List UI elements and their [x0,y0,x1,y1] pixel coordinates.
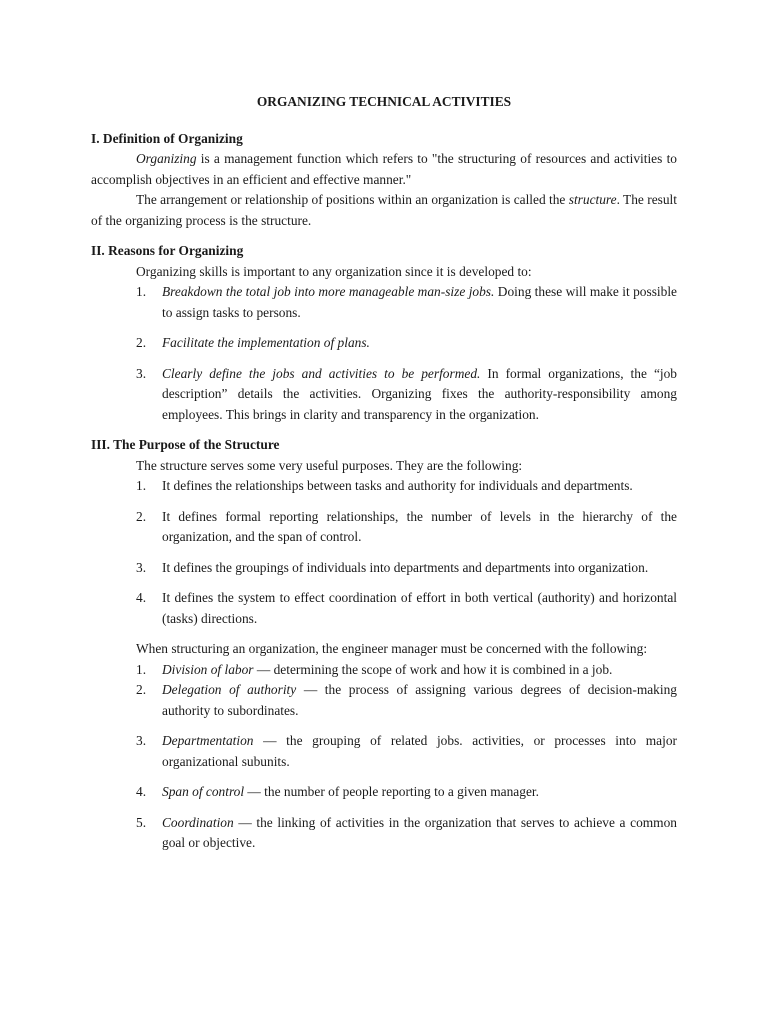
list-number: 5. [136,814,147,830]
list-item [91,282,677,323]
reasons-list [91,282,677,425]
list-item-emphasis: Span of control [162,784,245,799]
term-organizing: Organizing [136,151,197,166]
section-heading-reasons: II. Reasons for Organizing [91,243,244,258]
list-number: 2. [136,682,147,697]
list-item-emphasis: Departmentation [162,733,254,748]
structure-text-start: The arrangement or relationship of positions within an organization is called the [136,192,569,207]
list-number: 2. [136,335,147,350]
list-number: 3. [136,559,147,575]
document-title: ORGANIZING TECHNICAL ACTIVITIES [256,94,512,109]
list-item-text: It defines formal reporting relationships, the number of levels in the hierarchy of the organization, and the span of control. [162,508,677,544]
section-definition [91,129,677,232]
list-item-text: It defines the groupings of individuals into departments and departments into organization. [162,559,649,575]
list-item-emphasis: Facilitate the implementation of plans. [162,335,370,350]
list-item-text: It defines the system to effect coordination of effort in both vertical (authority) and horizontal (tasks) directions. [162,590,677,626]
section-reasons [91,241,677,425]
reasons-intro: Organizing skills is important to any organization since it is developed to: [136,263,532,279]
list-item [91,813,677,854]
list-item [91,782,677,803]
purpose-list [91,476,677,629]
list-item-text: — the process of assigning various degrees of decision-making authority to subordinates. [162,682,677,718]
list-item [91,507,677,548]
purpose-intro: The structure serves some very useful purposes. They are the following: [136,457,523,473]
list-item-text: — the linking of activities in the organization that serves to achieve a common goal or objective. [162,814,677,850]
definition-paragraph [91,149,677,190]
list-item-emphasis: Breakdown the total job into more manageable man-size jobs. [162,284,495,299]
list-number: 1. [136,478,147,493]
list-item [91,364,677,426]
list-item-emphasis: Coordination [162,814,234,830]
list-number: 4. [136,590,147,605]
list-item-text: It defines the relationships between tasks and authority for individuals and departments. [162,478,633,493]
list-item-text: In formal organizations, the “job description” details the activities. Organizing fixes the authority-responsibility among employees. This brings in clarity and transparency in the organization. [162,365,677,422]
list-item-emphasis: Delegation of authority [162,682,297,697]
section-purpose [91,435,677,854]
section-heading-purpose: III. The Purpose of the Structure [91,437,280,452]
list-number: 1. [136,284,147,299]
list-number: 3. [136,365,147,381]
definition-text: is a management function which refers to "the structuring of resources and activities to accomplish objectives in an efficient and effective manner." [91,151,677,187]
list-item-text: — the number of people reporting to a given manager. [244,784,539,799]
list-item-emphasis: Clearly define the jobs and activities to be performed. [162,365,481,381]
section-heading-definition: I. Definition of Organizing [91,130,243,146]
list-item [91,333,677,354]
list-number: 4. [136,784,147,799]
list-item-text: Doing these will make it possible to assign tasks to persons. [162,284,677,320]
list-item [91,660,677,681]
list-item-text: — the grouping of related jobs. activities, or processes into major organizational subunits. [162,733,677,769]
structuring-list [91,660,677,854]
list-item [91,476,677,497]
structure-text-end: . The result of the organizing process is the structure. [91,192,677,228]
list-item-emphasis: Division of labor [162,661,254,677]
document-content [91,92,677,864]
list-number: 2. [136,508,147,524]
list-item [91,680,677,721]
term-structure: structure [568,192,617,207]
list-item-text: — determining the scope of work and how it is combined in a job. [253,661,613,677]
structure-paragraph [91,190,677,231]
list-item [91,588,677,629]
structuring-paragraph: When structuring an organization, the engineer manager must be concerned with the following: [136,641,648,656]
list-number: 3. [136,733,147,748]
list-number: 1. [136,661,147,677]
list-item [91,558,677,579]
list-item [91,731,677,772]
